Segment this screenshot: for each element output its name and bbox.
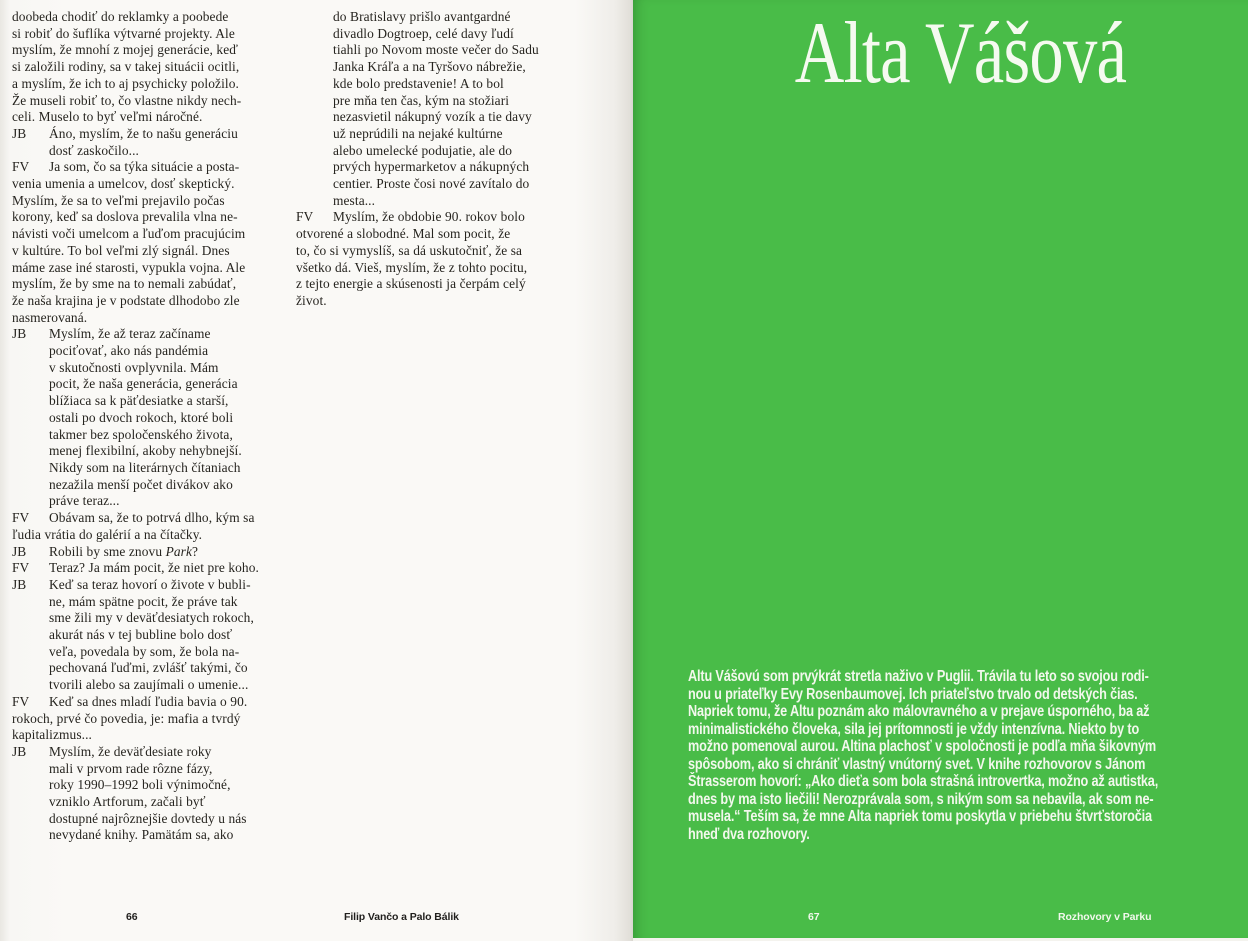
text-line: máme zase iné starosti, vypukla vojna. Ale — [12, 259, 246, 275]
text-line: centier. Proste čosi nové zavítalo do — [333, 176, 530, 192]
text-line: dostupné najrôznejšie dovtedy u nás — [49, 810, 247, 826]
intro-line: možno pomenoval aurou. Altina plachosť v spoločnosti je podľa mňa šikovným — [688, 738, 1157, 755]
text-line: otvorené a slobodné. Mal som pocit, že — [296, 226, 511, 242]
text-line: Myslím, že až teraz začíname — [49, 326, 211, 342]
intro-line: hneď dva rozhovory. — [688, 825, 810, 843]
footer-authors: Filip Vančo a Palo Bálik — [344, 911, 459, 923]
text-line: dosť zaskočilo... — [49, 142, 139, 158]
dialogue-block — [296, 209, 574, 309]
page-number: 67 — [808, 911, 820, 923]
speaker-label: JB — [12, 125, 27, 141]
text-line: pechovaná ľuďmi, zvlášť takými, čo — [49, 660, 248, 676]
text-line: Keď sa dnes mladí ľudia bavia o 90. — [49, 693, 248, 709]
intro-paragraph — [688, 668, 1233, 843]
intro-line: Napriek tomu, že Altu poznám ako málovravného a v prejave úsporného, ba až — [688, 703, 1150, 720]
text-line: Myslím, že deväťdesiate roky — [49, 743, 212, 759]
text-line: doobeda chodiť do reklamky a poobede — [12, 9, 229, 24]
text-line: nevydané knihy. Pamätám sa, ako — [49, 827, 234, 843]
text-line: z tejto energie a skúsenosti ja čerpám celý — [296, 276, 526, 292]
text-line: tiahli po Novom moste večer do Sadu — [333, 42, 539, 58]
text-line: akurát nás v tej bubline bolo dosť — [49, 627, 233, 643]
text-line: v skutočnosti ovplyvnila. Mám — [49, 359, 219, 375]
text-line: mali v prvom rade rôzne fázy, — [49, 760, 213, 776]
text-line: v kultúre. To bol veľmi zlý signál. Dnes — [12, 242, 230, 258]
dialogue-block — [12, 126, 290, 159]
chapter-title: Alta Vášová — [794, 5, 1127, 102]
dialogue-block — [12, 159, 290, 326]
text-line: kapitalizmus... — [12, 727, 92, 743]
text-line: život. — [296, 292, 327, 308]
intro-line: musela.“ Teším sa, že mne Alta napriek tomu poskytla v priebehu štvrťstoročia — [688, 808, 1152, 825]
text-line: ne, mám spätne pocit, že práve tak — [49, 593, 238, 609]
text-line: Nikdy som na literárnych čítaniach — [49, 459, 241, 475]
footer-section-title: Rozhovory v Parku — [1058, 911, 1152, 923]
italic-word: Park — [165, 543, 192, 559]
speaker-label: FV — [12, 510, 30, 526]
dialogue-block — [12, 577, 290, 694]
text-line: Janka Kráľa a na Tyršovo nábrežie, — [333, 59, 526, 75]
text-line: Teraz? Ja mám pocit, že niet pre koho. — [49, 560, 259, 576]
speaker-label: FV — [12, 159, 30, 175]
dialogue-block — [12, 510, 290, 543]
text-line: blížiaca sa k päťdesiatke a starší, — [49, 393, 229, 409]
text-line: všetko dá. Vieš, myslím, že z tohto pocitu, — [296, 259, 528, 275]
text-line: a myslím, že ich to aj psychicky položilo. — [12, 75, 239, 91]
text-line: venia umenia a umelcov, dosť skeptický. — [12, 176, 235, 192]
speaker-label: FV — [296, 209, 314, 225]
text-line: nezasvietil nákupný vozík a tie davy — [333, 109, 532, 125]
page-number: 66 — [126, 911, 138, 923]
intro-line: nou u priateľky Evy Rosenbaumovej. Ich priateľstvo trvalo od detských čias. — [688, 685, 1138, 703]
text-line: roky 1990–1992 boli výnimočné, — [49, 777, 231, 793]
text-line: Keď sa teraz hovorí o živote v bubli- — [49, 576, 251, 592]
text-line: si založili rodiny, sa v takej situácii ocitli, — [12, 59, 240, 75]
text-line: si robiť do šuflíka výtvarné projekty. Ale — [12, 25, 235, 41]
speaker-label: JB — [12, 576, 27, 592]
intro-line: Štrasserom hovorí: „Ako dieťa som bola strašná introvertka, možno až autistka, — [688, 773, 1159, 790]
text-line: ostali po dvoch rokoch, ktoré boli — [49, 409, 234, 425]
text-line: že naša krajina je v podstate dlhodobo zle — [12, 292, 240, 308]
text-line: práve teraz... — [49, 493, 120, 509]
speaker-label: JB — [12, 543, 27, 559]
text-line: Ja som, čo sa týka situácie a posta- — [49, 159, 240, 175]
text-line: mesta... — [333, 192, 376, 208]
dialogue-block — [296, 9, 574, 209]
text-line: Robili by sme znovu Park? — [49, 543, 199, 559]
intro-line: minimalistického človeka, sila jej prítomnosti je vždy intenzívna. Niekto by to — [688, 720, 1140, 738]
dialogue-block — [12, 326, 290, 510]
speaker-label: FV — [12, 560, 30, 576]
text-line: sme žili my v deväťdesiatych rokoch, — [49, 610, 254, 626]
speaker-label: JB — [12, 326, 27, 342]
dialogue-block — [12, 694, 290, 744]
text-line: Že museli robiť to, čo vlastne nikdy nech- — [12, 92, 242, 108]
text-column-2 — [296, 9, 574, 310]
text-line: nasmerovaná. — [12, 309, 88, 325]
text-line: to, čo si vymyslíš, sa dá uskutočniť, že sa — [296, 242, 523, 258]
text-line: alebo umelecké podujatie, ale do — [333, 142, 513, 158]
intro-line: spôsobom, ako si chrániť vlastný vnútorný svet. V knihe rozhovorov s Jánom — [688, 755, 1146, 773]
text-line: Áno, myslím, že to našu generáciu — [49, 125, 238, 141]
text-line: prvých hypermarketov a nákupných — [333, 159, 530, 175]
speaker-label: FV — [12, 693, 30, 709]
text-line: Myslím, že obdobie 90. rokov bolo — [333, 209, 525, 225]
text-line: korony, keď sa doslova prevalila vlna ne- — [12, 209, 238, 225]
text-line: takmer bez spoločenského života, — [49, 426, 233, 442]
text-line: veľa, povedala by som, že bola na- — [49, 643, 240, 659]
text-line: kde bolo predstavenie! A to bol — [333, 75, 504, 91]
text-line: rokoch, prvé čo povedia, je: mafia a tvrdý — [12, 710, 241, 726]
text-line: ľudia vrátia do galérií a na čítačky. — [12, 526, 203, 542]
dialogue-block — [12, 744, 290, 844]
text-line: pociťovať, ako nás pandémia — [49, 343, 209, 359]
dialogue-block — [12, 544, 290, 561]
text-line: už neprúdili na nejaké kultúrne — [333, 125, 503, 141]
dialogue-block — [12, 9, 290, 126]
text-column-1 — [12, 9, 290, 844]
text-line: do Bratislavy prišlo avantgardné — [333, 9, 511, 24]
text-line: nezažila menší počet divákov ako — [49, 476, 233, 492]
text-line: Obávam sa, že to potrvá dlho, kým sa — [49, 510, 255, 526]
text-line: Myslím, že sa to veľmi prejavilo počas — [12, 192, 225, 208]
text-line: menej flexibilní, akoby nehybnejší. — [49, 443, 242, 459]
text-line: vzniklo Artforum, začali byť — [49, 794, 206, 810]
text-line: pre mňa ten čas, kým na stožiari — [333, 92, 510, 108]
text-line: divadlo Dogtroep, celé davy ľudí — [333, 25, 514, 41]
text-line: tvorili alebo sa zaujímali o umenie... — [49, 677, 249, 693]
text-line: návisti voči umelcom a ľuďom pracujúcim — [12, 226, 246, 242]
text-line: pocit, že naša generácia, generácia — [49, 376, 238, 392]
right-page — [633, 0, 1248, 941]
text-line: myslím, že by sme na to nemali zabúdať, — [12, 276, 237, 292]
intro-line: Altu Vášovú som prvýkrát stretla naživo v Puglii. Trávila tu leto so svojou rodi- — [688, 668, 1149, 685]
speaker-label: JB — [12, 743, 27, 759]
text-line: celi. Muselo to byť veľmi náročné. — [12, 109, 203, 125]
intro-line: dnes by ma isto liečili! Nerozprávala som, s nikým som sa nebavila, ak som ne- — [688, 790, 1154, 808]
dialogue-block — [12, 560, 290, 577]
text-line: myslím, že mnohí z mojej generácie, keď — [12, 42, 238, 58]
